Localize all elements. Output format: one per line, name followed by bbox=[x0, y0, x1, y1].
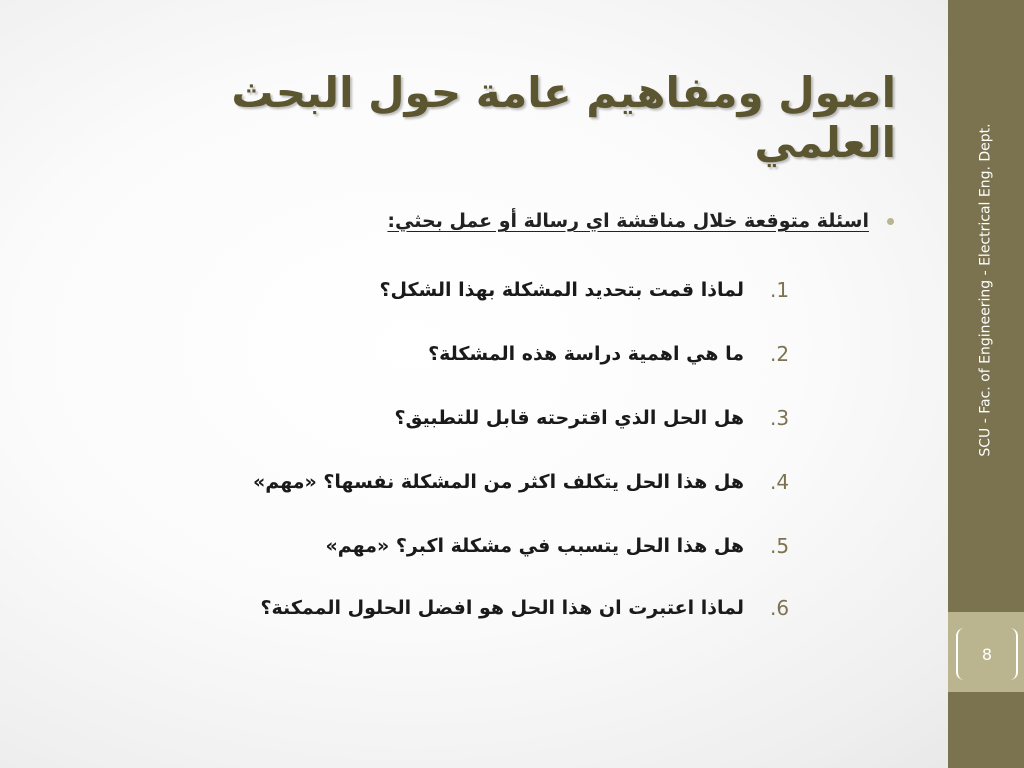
item-number: .3 bbox=[770, 406, 790, 430]
item-text: ما هي اهمية دراسة هذه المشكلة؟ bbox=[428, 343, 744, 365]
bullet-text: اسئلة متوقعة خلال مناقشة اي رسالة أو عمل بحثي: bbox=[387, 210, 869, 232]
item-number: .5 bbox=[770, 534, 790, 558]
item-text: هل الحل الذي اقترحته قابل للتطبيق؟ bbox=[394, 407, 744, 429]
sidebar-footer bbox=[948, 60, 1024, 520]
item-number: .2 bbox=[770, 342, 790, 366]
item-text: لماذا قمت بتحديد المشكلة بهذا الشكل؟ bbox=[379, 279, 744, 301]
item-number: .4 bbox=[770, 470, 790, 494]
item-text: هل هذا الحل يتسبب في مشكلة اكبر؟ «مهم» bbox=[325, 535, 744, 557]
list-item bbox=[118, 336, 818, 372]
list-item bbox=[118, 590, 818, 626]
item-number: .6 bbox=[770, 596, 790, 620]
list-item bbox=[118, 528, 818, 564]
list-item bbox=[118, 400, 818, 436]
list-item bbox=[118, 272, 818, 308]
list-item bbox=[118, 464, 818, 500]
item-number: .1 bbox=[770, 278, 790, 302]
page-number: 8 bbox=[956, 628, 1018, 680]
footer-text: SCU - Fac. of Engineering - Electrical Eng. Dept. bbox=[978, 123, 995, 457]
item-text: هل هذا الحل يتكلف اكثر من المشكلة نفسها؟ «مهم» bbox=[253, 471, 744, 493]
slide-title: اصول ومفاهيم عامة حول البحث العلمي bbox=[231, 68, 896, 168]
item-text: لماذا اعتبرت ان هذا الحل هو افضل الحلول الممكنة؟ bbox=[260, 597, 744, 619]
